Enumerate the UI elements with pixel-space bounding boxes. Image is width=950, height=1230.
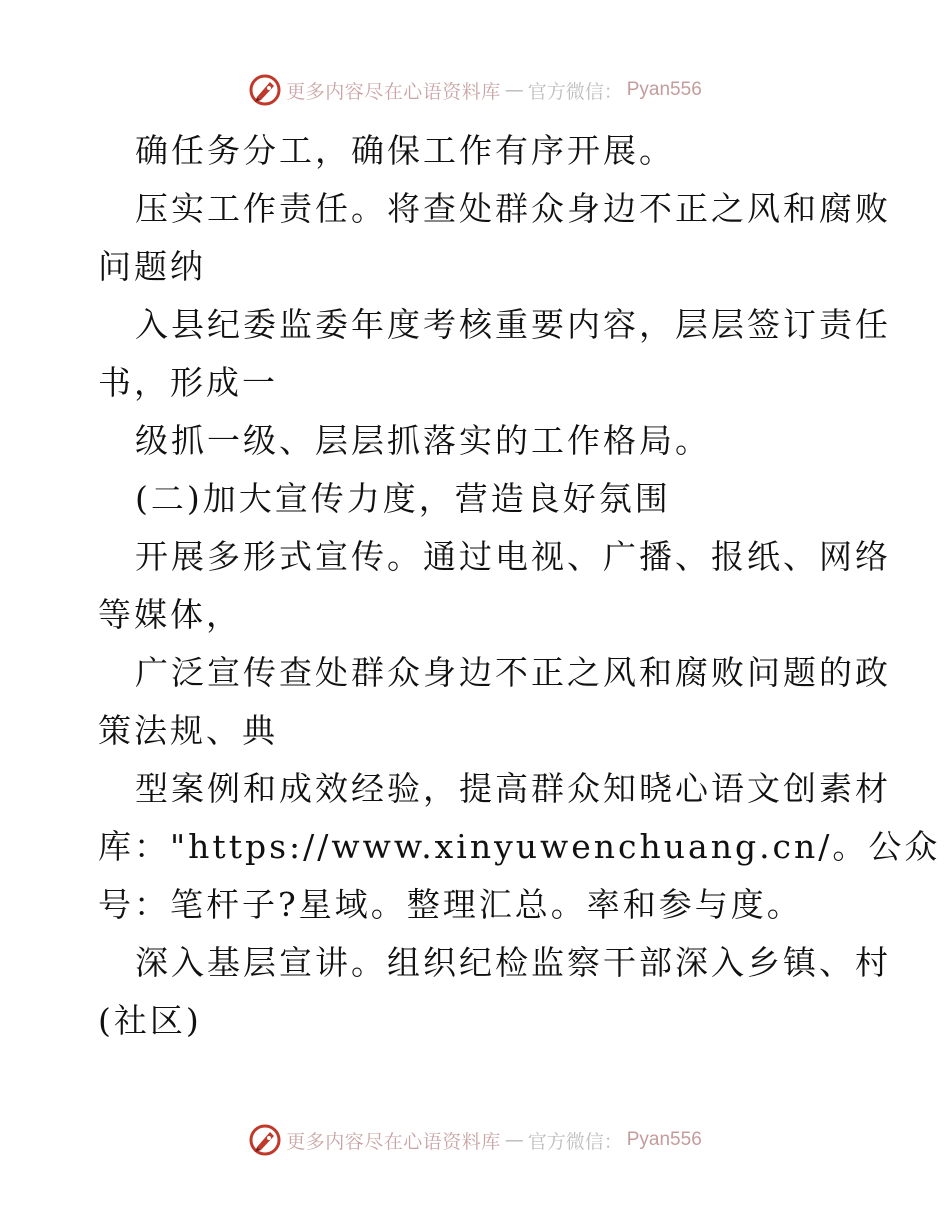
watermark-wechat-id: Pyan556 bbox=[626, 1129, 702, 1150]
watermark-wechat-id: Pyan556 bbox=[626, 79, 702, 100]
paragraph-line: 深入基层宣讲。组织纪检监察干部深入乡镇、村 bbox=[135, 943, 891, 982]
pen-logo-icon bbox=[248, 73, 282, 107]
paragraph-line: 号：笔杆子?星域。整理汇总。率和参与度。 bbox=[98, 885, 803, 924]
paragraph-line: 书，形成一 bbox=[98, 363, 278, 402]
watermark-brand-text: 更多内容尽在心语资料库 bbox=[286, 1130, 501, 1153]
paragraph-line: 广泛宣传查处群众身边不正之风和腐败问题的政 bbox=[135, 653, 891, 692]
paragraph-line: 型案例和成效经验，提高群众知晓心语文创素材 bbox=[135, 769, 891, 808]
document-body bbox=[98, 122, 941, 1050]
paragraph-line: (社区) bbox=[98, 1001, 202, 1040]
pen-logo-icon bbox=[248, 1123, 282, 1157]
footer-watermark bbox=[0, 1120, 950, 1160]
header-watermark bbox=[0, 70, 950, 110]
paragraph-line: 确任务分工，确保工作有序开展。 bbox=[135, 131, 675, 170]
watermark-separator: — bbox=[504, 1129, 524, 1151]
paragraph-line: 问题纳 bbox=[98, 247, 206, 286]
paragraph-line: 级抓一级、层层抓落实的工作格局。 bbox=[135, 421, 711, 460]
paragraph-line: 策法规、典 bbox=[98, 711, 278, 750]
paragraph-line: 入县纪委监委年度考核重要内容，层层签订责任 bbox=[135, 305, 891, 344]
paragraph-line: 压实工作责任。将查处群众身边不正之风和腐败 bbox=[135, 189, 891, 228]
watermark-wechat-label: 官方微信： bbox=[527, 1130, 623, 1153]
paragraph-line: 等媒体， bbox=[98, 595, 242, 634]
watermark-separator: — bbox=[504, 79, 524, 101]
watermark-wechat-label: 官方微信： bbox=[527, 80, 623, 103]
paragraph-line: 开展多形式宣传。通过电视、广播、报纸、网络 bbox=[135, 537, 891, 576]
paragraph-line: (二)加大宣传力度，营造良好氛围 bbox=[135, 479, 671, 518]
watermark-brand-text: 更多内容尽在心语资料库 bbox=[286, 80, 501, 103]
paragraph-line: 库："https://www.xinyuwenchuang.cn/。公众 bbox=[98, 827, 941, 866]
